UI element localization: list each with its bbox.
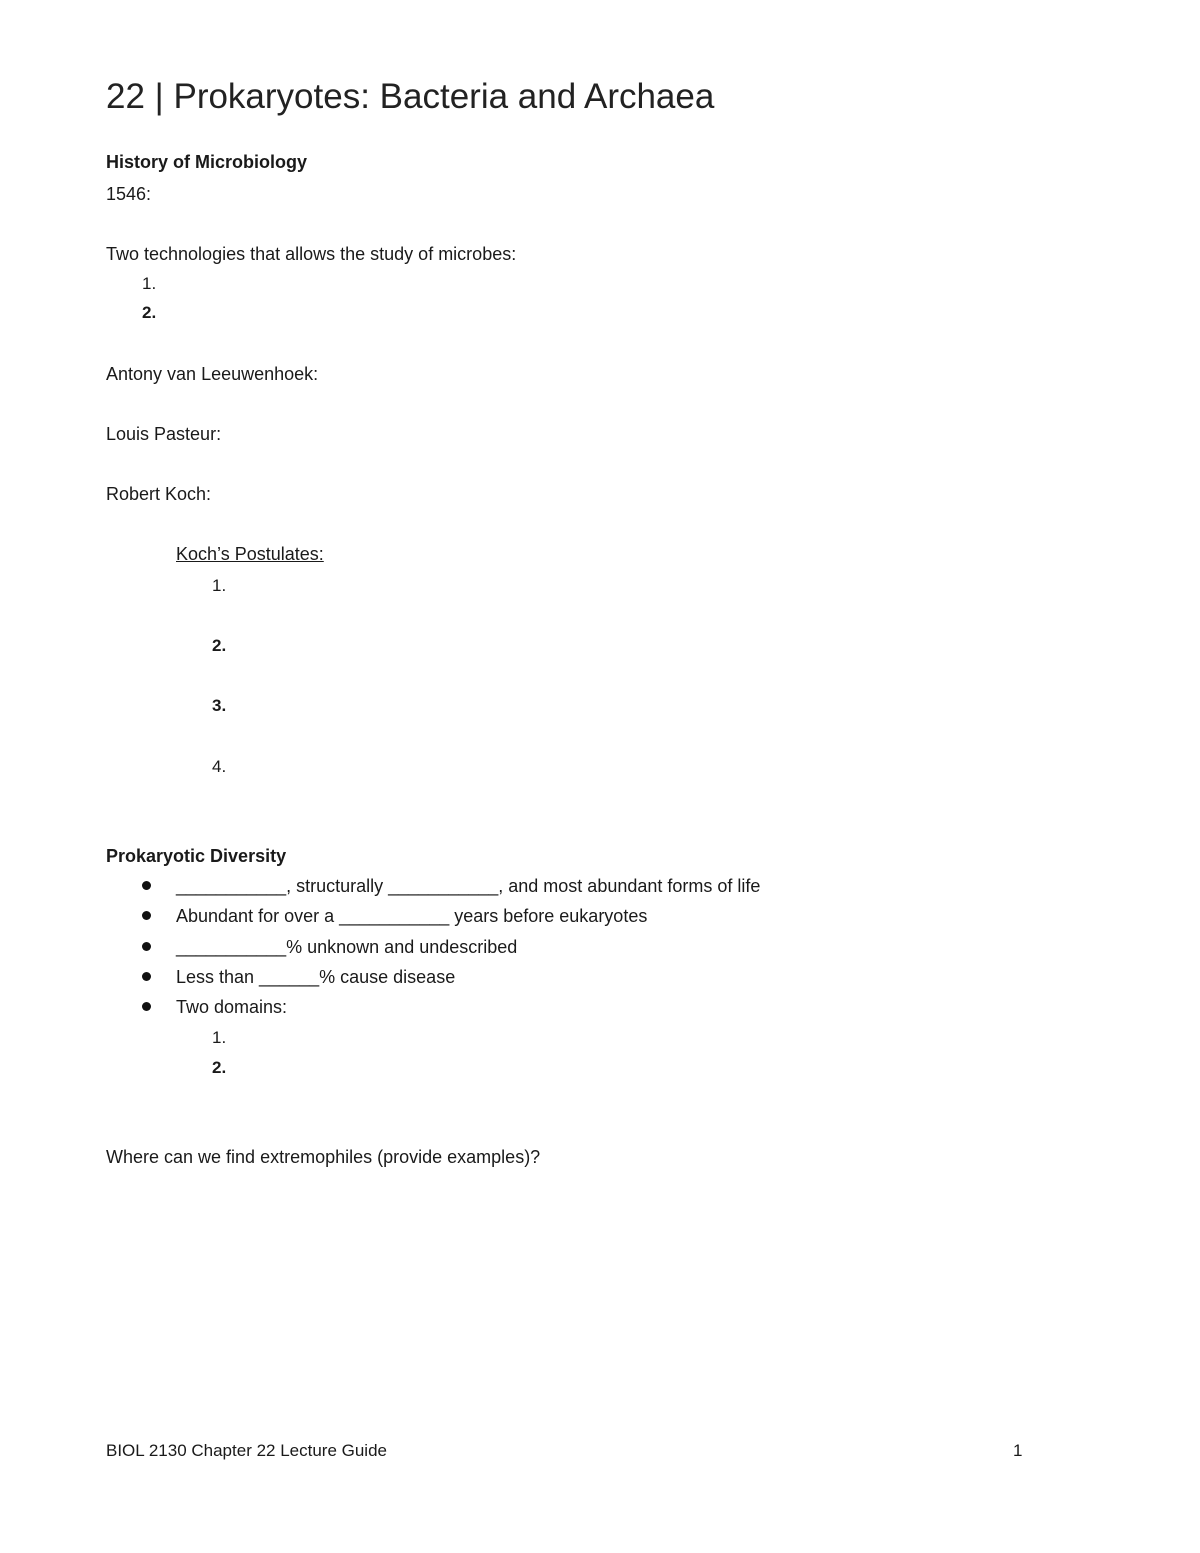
bullet-dot xyxy=(142,1002,151,1011)
footer-page-number: 1 xyxy=(1013,1441,1023,1460)
tech-prompt: Two technologies that allows the study of microbes: xyxy=(106,244,517,264)
pasteur-prompt: Louis Pasteur: xyxy=(106,424,222,444)
year-prompt: 1546: xyxy=(106,184,152,204)
diversity-heading: Prokaryotic Diversity xyxy=(106,846,287,866)
domain-item-1: 1. xyxy=(212,1028,227,1047)
bullet-dot xyxy=(142,881,151,890)
domain-item-2: 2. xyxy=(212,1058,227,1077)
bullet-text: ___________% unknown and undescribed xyxy=(176,937,518,957)
bullet-dot xyxy=(142,942,151,951)
tech-item-2: 2. xyxy=(142,303,157,322)
bullet-text: ___________, structurally ___________, and most abundant forms of life xyxy=(176,876,761,896)
kochs-postulates-heading: Koch’s Postulates: xyxy=(176,544,324,564)
tech-item-1: 1. xyxy=(142,274,157,293)
bullet-dot xyxy=(142,972,151,981)
leeuwenhoek-prompt: Antony van Leeuwenhoek: xyxy=(106,364,319,384)
bullet-text: Abundant for over a ___________ years before eukaryotes xyxy=(176,906,648,926)
koch-prompt: Robert Koch: xyxy=(106,484,212,504)
page-title: 22 | Prokaryotes: Bacteria and Archaea xyxy=(106,77,715,116)
bullet-dot xyxy=(142,911,151,920)
footer-course-label: BIOL 2130 Chapter 22 Lecture Guide xyxy=(106,1441,387,1460)
bullet-text: Less than ______% cause disease xyxy=(176,967,456,987)
history-heading: History of Microbiology xyxy=(106,152,308,172)
postulate-4: 4. xyxy=(212,757,227,776)
extremophiles-prompt: Where can we find extremophiles (provide examples)? xyxy=(106,1147,541,1167)
bullet-text: Two domains: xyxy=(176,997,288,1017)
postulate-2: 2. xyxy=(212,636,227,655)
postulate-1: 1. xyxy=(212,576,227,595)
postulate-3: 3. xyxy=(212,696,227,715)
